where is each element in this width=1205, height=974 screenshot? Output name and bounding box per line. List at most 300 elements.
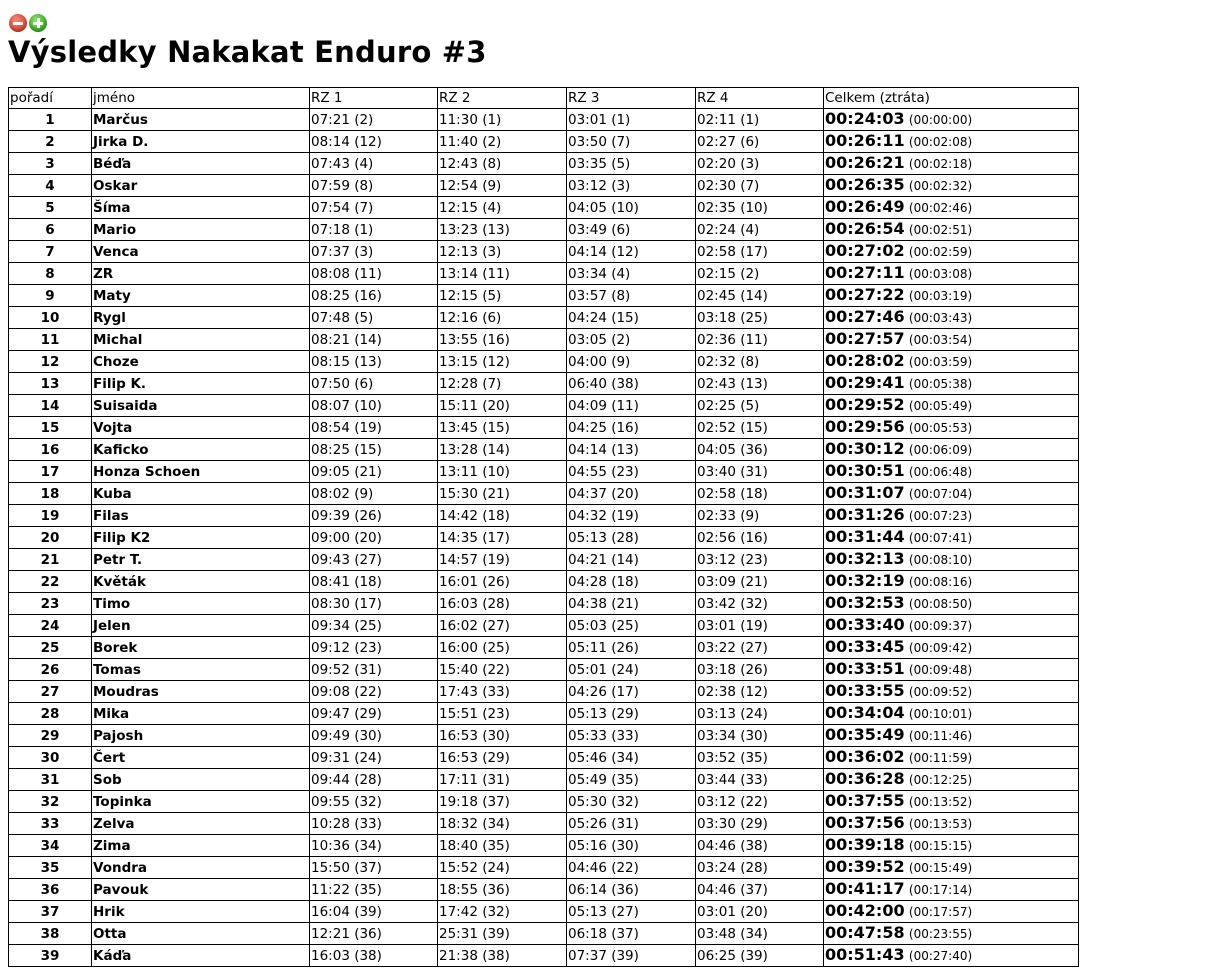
rz3-cell: 05:01 (24) [567,659,696,681]
rz4-cell: 02:33 (9) [696,505,824,527]
rider-name-cell: Tomas [92,659,310,681]
rz3-cell: 04:14 (13) [567,439,696,461]
total-cell [824,417,1079,439]
rz3-cell: 04:05 (10) [567,197,696,219]
rz1-cell: 09:39 (26) [310,505,438,527]
time-gap: (00:07:23) [908,509,973,523]
rz4-cell: 03:34 (30) [696,725,824,747]
total-cell [824,395,1079,417]
total-time: 00:29:52 [825,395,905,414]
rz4-cell: 02:45 (14) [696,285,824,307]
total-cell [824,747,1079,769]
rz2-cell: 18:40 (35) [438,835,567,857]
total-cell [824,791,1079,813]
table-row [9,109,1079,131]
rider-name-cell: Béďa [92,153,310,175]
table-row [9,681,1079,703]
rider-name-cell: Borek [92,637,310,659]
rz1-cell: 09:47 (29) [310,703,438,725]
rank-cell: 22 [9,571,92,593]
total-cell [824,725,1079,747]
rz3-cell: 07:37 (39) [567,945,696,967]
rz3-cell: 05:46 (34) [567,747,696,769]
rider-name-cell: Jirka D. [92,131,310,153]
rz3-cell: 05:13 (29) [567,703,696,725]
rz4-cell: 03:44 (33) [696,769,824,791]
rz1-cell: 07:37 (3) [310,241,438,263]
rider-name-cell: Vojta [92,417,310,439]
rider-name-cell: Moudras [92,681,310,703]
rz3-cell: 05:13 (27) [567,901,696,923]
rz1-cell: 12:21 (36) [310,923,438,945]
rz2-cell: 16:03 (28) [438,593,567,615]
rz4-cell: 02:15 (2) [696,263,824,285]
rank-cell: 20 [9,527,92,549]
rz1-cell: 09:05 (21) [310,461,438,483]
total-time: 00:37:56 [825,813,905,832]
rank-cell: 25 [9,637,92,659]
table-row [9,219,1079,241]
rz2-cell: 16:01 (26) [438,571,567,593]
rz3-cell: 04:26 (17) [567,681,696,703]
total-cell [824,901,1079,923]
rz2-cell: 17:43 (33) [438,681,567,703]
rider-name-cell: Sob [92,769,310,791]
time-gap: (00:13:53) [908,817,973,831]
rank-cell: 19 [9,505,92,527]
table-row [9,417,1079,439]
table-row [9,153,1079,175]
table-row [9,857,1079,879]
time-gap: (00:02:46) [908,201,973,215]
table-row [9,549,1079,571]
time-gap: (00:09:42) [908,641,973,655]
total-time: 00:27:02 [825,241,905,260]
rz3-cell: 05:13 (28) [567,527,696,549]
total-time: 00:32:53 [825,593,905,612]
rider-name-cell: Suisaida [92,395,310,417]
col-header-rz3: RZ 3 [567,88,696,109]
table-row [9,769,1079,791]
rz3-cell: 04:38 (21) [567,593,696,615]
rank-cell: 27 [9,681,92,703]
rz3-cell: 06:18 (37) [567,923,696,945]
rz1-cell: 09:34 (25) [310,615,438,637]
time-gap: (00:17:14) [908,883,973,897]
table-row [9,637,1079,659]
rank-cell: 2 [9,131,92,153]
rz2-cell: 12:16 (6) [438,307,567,329]
rz4-cell: 03:01 (20) [696,901,824,923]
rank-cell: 34 [9,835,92,857]
total-time: 00:26:21 [825,153,905,172]
rank-cell: 15 [9,417,92,439]
rider-name-cell: Jelen [92,615,310,637]
time-gap: (00:03:54) [908,333,973,347]
rz4-cell: 02:11 (1) [696,109,824,131]
time-gap: (00:00:00) [908,113,973,127]
rz2-cell: 12:54 (9) [438,175,567,197]
rz4-cell: 03:18 (25) [696,307,824,329]
total-cell [824,681,1079,703]
rz2-cell: 12:43 (8) [438,153,567,175]
rz3-cell: 03:50 (7) [567,131,696,153]
rider-name-cell: Maty [92,285,310,307]
table-row [9,175,1079,197]
rank-cell: 24 [9,615,92,637]
rz4-cell: 03:12 (22) [696,791,824,813]
total-time: 00:31:07 [825,483,905,502]
time-gap: (00:05:53) [908,421,973,435]
table-row [9,901,1079,923]
time-gap: (00:03:19) [908,289,973,303]
time-gap: (00:11:46) [908,729,973,743]
rz4-cell: 03:48 (34) [696,923,824,945]
rz3-cell: 04:55 (23) [567,461,696,483]
total-time: 00:36:28 [825,769,905,788]
col-header-rz1: RZ 1 [310,88,438,109]
rider-name-cell: Káďa [92,945,310,967]
rz2-cell: 21:38 (38) [438,945,567,967]
rz1-cell: 16:03 (38) [310,945,438,967]
rz2-cell: 12:13 (3) [438,241,567,263]
time-gap: (00:02:18) [908,157,973,171]
time-gap: (00:15:15) [908,839,973,853]
rank-cell: 31 [9,769,92,791]
rank-cell: 32 [9,791,92,813]
rank-cell: 38 [9,923,92,945]
time-gap: (00:23:55) [908,927,973,941]
rz4-cell: 02:36 (11) [696,329,824,351]
table-row [9,527,1079,549]
rank-cell: 30 [9,747,92,769]
total-cell [824,439,1079,461]
rz3-cell: 03:57 (8) [567,285,696,307]
rz2-cell: 19:18 (37) [438,791,567,813]
rider-name-cell: Petr T. [92,549,310,571]
total-cell [824,505,1079,527]
rz4-cell: 03:30 (29) [696,813,824,835]
time-gap: (00:08:16) [908,575,973,589]
time-gap: (00:07:41) [908,531,973,545]
rz3-cell: 04:21 (14) [567,549,696,571]
rank-cell: 35 [9,857,92,879]
table-row [9,395,1079,417]
rank-cell: 16 [9,439,92,461]
rz4-cell: 02:24 (4) [696,219,824,241]
time-gap: (00:02:08) [908,135,973,149]
rz2-cell: 14:57 (19) [438,549,567,571]
rz4-cell: 02:56 (16) [696,527,824,549]
table-row [9,747,1079,769]
total-cell [824,879,1079,901]
time-gap: (00:12:25) [908,773,973,787]
rz3-cell: 04:25 (16) [567,417,696,439]
rz3-cell: 04:28 (18) [567,571,696,593]
rank-cell: 1 [9,109,92,131]
time-gap: (00:10:01) [908,707,973,721]
rider-name-cell: Kuba [92,483,310,505]
rz2-cell: 15:30 (21) [438,483,567,505]
total-time: 00:30:51 [825,461,905,480]
rz2-cell: 15:40 (22) [438,659,567,681]
rz1-cell: 11:22 (35) [310,879,438,901]
total-time: 00:28:02 [825,351,905,370]
rz2-cell: 16:02 (27) [438,615,567,637]
zoom-out-button[interactable] [9,14,27,32]
rz4-cell: 03:18 (26) [696,659,824,681]
rider-name-cell: Filip K. [92,373,310,395]
table-row [9,703,1079,725]
rank-cell: 28 [9,703,92,725]
rz4-cell: 06:25 (39) [696,945,824,967]
total-time: 00:33:51 [825,659,905,678]
table-row [9,505,1079,527]
rz1-cell: 08:14 (12) [310,131,438,153]
rz1-cell: 07:18 (1) [310,219,438,241]
rz2-cell: 14:35 (17) [438,527,567,549]
rz3-cell: 05:11 (26) [567,637,696,659]
rz3-cell: 06:14 (36) [567,879,696,901]
time-gap: (00:13:52) [908,795,973,809]
zoom-in-button[interactable] [29,14,47,32]
total-cell [824,373,1079,395]
rz1-cell: 09:49 (30) [310,725,438,747]
rz3-cell: 04:14 (12) [567,241,696,263]
total-cell [824,703,1079,725]
rz2-cell: 14:42 (18) [438,505,567,527]
rz3-cell: 04:09 (11) [567,395,696,417]
time-gap: (00:08:10) [908,553,973,567]
rz1-cell: 09:44 (28) [310,769,438,791]
time-gap: (00:05:38) [908,377,973,391]
total-cell [824,175,1079,197]
rider-name-cell: Hrik [92,901,310,923]
rz1-cell: 07:54 (7) [310,197,438,219]
total-time: 00:26:54 [825,219,905,238]
total-time: 00:30:12 [825,439,905,458]
rider-name-cell: Zima [92,835,310,857]
rz2-cell: 13:15 (12) [438,351,567,373]
rz2-cell: 12:15 (4) [438,197,567,219]
total-cell [824,527,1079,549]
rider-name-cell: Mario [92,219,310,241]
rank-cell: 23 [9,593,92,615]
rank-cell: 3 [9,153,92,175]
rz1-cell: 07:59 (8) [310,175,438,197]
rz4-cell: 03:13 (24) [696,703,824,725]
rz4-cell: 04:05 (36) [696,439,824,461]
total-cell [824,241,1079,263]
table-row [9,461,1079,483]
rank-cell: 8 [9,263,92,285]
rz2-cell: 17:42 (32) [438,901,567,923]
total-cell [824,813,1079,835]
total-cell [824,637,1079,659]
rz4-cell: 02:35 (10) [696,197,824,219]
rz3-cell: 03:34 (4) [567,263,696,285]
results-table [8,87,1079,967]
rz2-cell: 17:11 (31) [438,769,567,791]
table-row [9,791,1079,813]
rider-name-cell: Zelva [92,813,310,835]
rz4-cell: 02:30 (7) [696,175,824,197]
page-title: Výsledky Nakakat Enduro #3 [8,35,487,69]
rank-cell: 17 [9,461,92,483]
rz4-cell: 02:25 (5) [696,395,824,417]
rz2-cell: 15:51 (23) [438,703,567,725]
total-cell [824,483,1079,505]
total-time: 00:31:26 [825,505,905,524]
rz1-cell: 07:48 (5) [310,307,438,329]
rz1-cell: 09:00 (20) [310,527,438,549]
rz1-cell: 08:02 (9) [310,483,438,505]
table-row [9,725,1079,747]
rz1-cell: 09:12 (23) [310,637,438,659]
total-time: 00:33:40 [825,615,905,634]
rz3-cell: 05:49 (35) [567,769,696,791]
rz4-cell: 04:46 (37) [696,879,824,901]
rz4-cell: 02:52 (15) [696,417,824,439]
rz4-cell: 03:22 (27) [696,637,824,659]
total-time: 00:29:41 [825,373,905,392]
rank-cell: 12 [9,351,92,373]
rz1-cell: 09:43 (27) [310,549,438,571]
rz2-cell: 12:28 (7) [438,373,567,395]
total-cell [824,263,1079,285]
rz4-cell: 02:38 (12) [696,681,824,703]
total-time: 00:39:52 [825,857,905,876]
rider-name-cell: Marčus [92,109,310,131]
table-row [9,659,1079,681]
time-gap: (00:03:43) [908,311,973,325]
rank-cell: 39 [9,945,92,967]
col-header-rz2: RZ 2 [438,88,567,109]
rank-cell: 29 [9,725,92,747]
total-time: 00:24:03 [825,109,905,128]
rz4-cell: 03:24 (28) [696,857,824,879]
total-cell [824,615,1079,637]
rider-name-cell: Venca [92,241,310,263]
minus-icon [13,22,23,25]
total-cell [824,351,1079,373]
rank-cell: 26 [9,659,92,681]
col-header-name: jméno [92,88,310,109]
rider-name-cell: Kaficko [92,439,310,461]
rz1-cell: 07:43 (4) [310,153,438,175]
total-time: 00:34:04 [825,703,905,722]
time-gap: (00:09:37) [908,619,973,633]
time-gap: (00:09:48) [908,663,973,677]
rz4-cell: 02:20 (3) [696,153,824,175]
rz4-cell: 03:52 (35) [696,747,824,769]
total-time: 00:26:11 [825,131,905,150]
rz2-cell: 11:40 (2) [438,131,567,153]
rz1-cell: 08:25 (15) [310,439,438,461]
rz2-cell: 11:30 (1) [438,109,567,131]
total-time: 00:32:13 [825,549,905,568]
time-gap: (00:08:50) [908,597,973,611]
total-cell [824,307,1079,329]
total-cell [824,285,1079,307]
rider-name-cell: Choze [92,351,310,373]
rz1-cell: 08:30 (17) [310,593,438,615]
rz3-cell: 05:33 (33) [567,725,696,747]
rank-cell: 37 [9,901,92,923]
rz4-cell: 03:09 (21) [696,571,824,593]
rz1-cell: 09:31 (24) [310,747,438,769]
rider-name-cell: Pajosh [92,725,310,747]
time-gap: (00:02:32) [908,179,973,193]
rz3-cell: 04:00 (9) [567,351,696,373]
rider-name-cell: Šíma [92,197,310,219]
rider-name-cell: Rygl [92,307,310,329]
rz4-cell: 03:40 (31) [696,461,824,483]
rz2-cell: 13:55 (16) [438,329,567,351]
rz1-cell: 15:50 (37) [310,857,438,879]
total-time: 00:26:49 [825,197,905,216]
total-cell [824,659,1079,681]
total-cell [824,593,1079,615]
rider-name-cell: Oskar [92,175,310,197]
rz4-cell: 02:32 (8) [696,351,824,373]
rz3-cell: 03:01 (1) [567,109,696,131]
rider-name-cell: Filas [92,505,310,527]
table-row [9,593,1079,615]
rank-cell: 33 [9,813,92,835]
table-row [9,329,1079,351]
rider-name-cell: Otta [92,923,310,945]
rz1-cell: 09:52 (31) [310,659,438,681]
rz4-cell: 03:42 (32) [696,593,824,615]
time-gap: (00:15:49) [908,861,973,875]
rz3-cell: 05:03 (25) [567,615,696,637]
rank-cell: 5 [9,197,92,219]
rank-cell: 18 [9,483,92,505]
total-cell [824,945,1079,967]
rz4-cell: 02:58 (18) [696,483,824,505]
total-time: 00:27:11 [825,263,905,282]
rz1-cell: 07:50 (6) [310,373,438,395]
total-time: 00:37:55 [825,791,905,810]
col-header-total: Celkem (ztráta) [824,88,1079,109]
rz1-cell: 08:25 (16) [310,285,438,307]
table-row [9,813,1079,835]
rider-name-cell: ZR [92,263,310,285]
time-gap: (00:06:48) [908,465,973,479]
rz2-cell: 15:52 (24) [438,857,567,879]
rz4-cell: 02:58 (17) [696,241,824,263]
total-cell [824,857,1079,879]
rider-name-cell: Michal [92,329,310,351]
rz2-cell: 15:11 (20) [438,395,567,417]
rz2-cell: 16:00 (25) [438,637,567,659]
rider-name-cell: Timo [92,593,310,615]
rz3-cell: 03:12 (3) [567,175,696,197]
rz4-cell: 02:43 (13) [696,373,824,395]
table-row [9,263,1079,285]
rz1-cell: 16:04 (39) [310,901,438,923]
total-time: 00:33:45 [825,637,905,656]
total-cell [824,769,1079,791]
time-gap: (00:09:52) [908,685,973,699]
rz4-cell: 03:01 (19) [696,615,824,637]
total-time: 00:27:46 [825,307,905,326]
rz3-cell: 04:24 (15) [567,307,696,329]
total-time: 00:29:56 [825,417,905,436]
col-header-rz4: RZ 4 [696,88,824,109]
table-row [9,373,1079,395]
